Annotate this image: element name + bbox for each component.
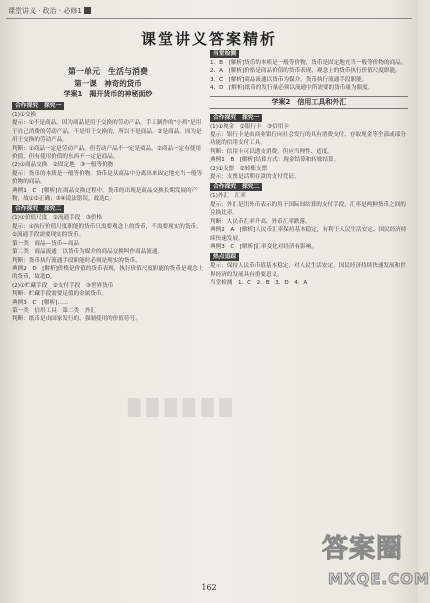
answer-line: 提示：保持人民币币值基本稳定，对人民生活安定、国民经济持续快速发展和世界经济的发展具有重要意义。 <box>210 263 406 278</box>
section-heading: 合作探究 探究一 <box>210 114 262 122</box>
answer-line: 第一类 商品—货币—商品 <box>12 240 80 247</box>
answer-line: 提示：货币的本质是一般等价物。货币是从商品中分离出来固定地充当一般等价物的商品。 <box>12 170 203 186</box>
lesson-title: 第一课 神奇的货币 <box>74 79 142 88</box>
answer-line: 第一类 信用工具 第二类 外汇 <box>12 307 96 314</box>
answer-line: 4．D [解析]纸币的发行量必须以流通中所需要的货币量为限度。 <box>210 85 374 92</box>
answer-line: 判断：①商品一定是劳动产品，但劳动产品不一定是商品。②商品一定有使用价值，但有使用价值的东西不一定是商品。 <box>12 145 202 161</box>
answer-line: (1)①现金 ②银行卡 ③信用卡 <box>210 123 289 130</box>
site-watermark-logo <box>322 528 430 596</box>
answer-line: (2)①支票 ②转账支票 <box>210 165 268 172</box>
answer-line: 典例1 B [解析]结算方式：现金结算和转账结算。 <box>210 157 340 164</box>
answer-line: 判断：信用卡可以透支消费，但应当理性、适度。 <box>210 148 334 155</box>
section-heading: 当堂检测 <box>210 50 239 58</box>
answer-line: 提示：①不是商品。因为商品是用于交换的劳动产品。手工制作的"小鸡"是用于自己消费的劳动产品，不是用于交换的，所以不是商品。②是商品。因为是用于交换的劳动产品。 <box>12 120 202 144</box>
answer-line: 典例3 C [解析]汇率变化对经济有影响。 <box>210 243 317 250</box>
answer-line: 典例2 A [解析]人民币汇率保持基本稳定，有利于人民生活安定、国民经济持续快速发展。 <box>210 227 407 242</box>
answer-line: 提示：外汇是用外币表示的用于国际间结算的支付手段。汇率是两种货币之间的兑换比率。 <box>210 201 406 217</box>
answer-line: 第二类 商品流通 以货币为媒介的商品交换叫作商品流通。 <box>12 249 164 256</box>
running-head-text: 课堂讲义 · 政治 · 必修1 <box>8 7 82 15</box>
watermark-line-2: MXQE.COM <box>328 570 430 588</box>
answer-line: 当堂检测 1．C 2．B 3．D 4．A <box>210 280 308 287</box>
case-title: 学案1 揭开货币的神秘面纱 <box>63 90 153 98</box>
section-heading: 热点追踪 <box>210 253 239 261</box>
answer-line: 典例3 C [解析]…… <box>12 299 69 306</box>
answer-line: (2)①贮藏手段 ②支付手段 ③世界货币 <box>12 282 114 289</box>
answer-line: 典例1 C [解析]在商品交换过程中，货币的出现是商品交换长期发展的产物，故①②正确；③④说法错误。故选C。 <box>12 187 198 203</box>
answer-line: 典例2 D [解析]价格是价值的货币表现，执行价值尺度职能的货币是观念上的货币，故选D。 <box>12 265 204 281</box>
page-title: 课堂讲义答案精析 <box>140 30 277 48</box>
watermark-line-1: 答案圈 <box>322 534 404 564</box>
answer-line: 判断：贮藏手段需要足值的金属货币。 <box>12 291 108 298</box>
answer-line: 提示：①执行价值尺度职能的货币只需要观念上的货币，不需要现实的货币。②流通手段需要现实的货币。 <box>12 223 202 239</box>
answer-line: 2．A [解析]价格是商品价值的货币表现，观念上的货币执行价值尺度职能。 <box>210 68 401 75</box>
answer-line: 判断：人民币汇率升高，外币汇率跌落。 <box>210 218 311 225</box>
answer-line: (1)①交换 <box>12 112 37 118</box>
right-column <box>210 48 408 588</box>
left-column <box>12 48 204 588</box>
answer-line: (2)①商品交换 ②固定地 ③一般等价物 <box>12 162 114 169</box>
answer-line: 3．C [解析]商品流通以货币为媒介，货币执行流通手段职能。 <box>210 76 368 83</box>
faint-stamp-mark: ██████ <box>128 398 238 417</box>
answer-line: (1)①价值尺度 ②流通手段 ③价格 <box>12 215 103 222</box>
answer-line: 提示：支票是活期存款的支付凭证。 <box>210 174 300 181</box>
section-heading: 合作探究 探究一 <box>12 102 64 110</box>
answer-line: 提示：银行卡是由商业银行向社会发行的具有消费支付、存取现金等全部或部分功能的信用支付工具。 <box>210 132 406 147</box>
square-mark-icon <box>84 7 91 14</box>
page-number: 162 <box>201 583 217 592</box>
running-head <box>8 4 408 18</box>
section-heading: 合作探究 探究二 <box>12 205 64 213</box>
section-heading: 合作探究 探究二 <box>210 183 262 191</box>
answer-line: 1．B [解析]货币的本质是一般等价物，货币是固定地充当一般等价物的商品。 <box>210 60 407 66</box>
unit-title: 第一单元 生活与消费 <box>68 67 148 76</box>
answer-line: (1)外汇 汇率 <box>210 193 246 200</box>
case-title: 学案2 信用工具和外汇 <box>210 96 408 109</box>
answer-line: 判断：纸币是由国家发行的、强制使用的价值符号。 <box>12 316 141 323</box>
answer-line: 判断：货币执行流通手段职能时必须是现实的货币。 <box>12 257 141 264</box>
header-rule <box>6 18 412 19</box>
